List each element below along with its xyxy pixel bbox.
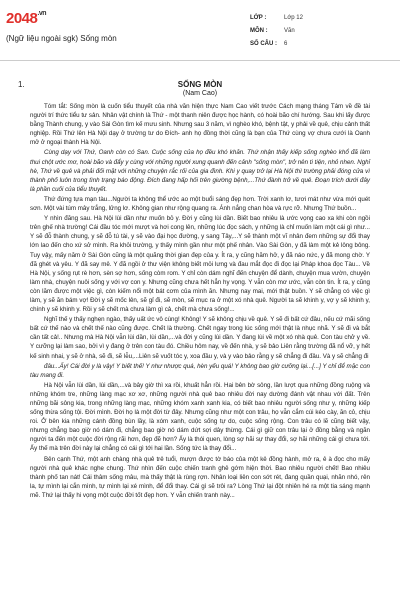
meta-key: MÔN : xyxy=(250,28,268,34)
meta-row-class xyxy=(250,12,303,25)
meta-info xyxy=(250,12,303,51)
meta-key: SỐ CÂU : xyxy=(250,41,277,47)
meta-key: LỚP : xyxy=(250,15,267,21)
passage-title: SỐNG MÒN xyxy=(177,80,223,89)
passage-paragraph: Thứ đứng tựa mạn tàu...Người ta không thể ước ao một buổi sáng đẹp hơn. Trời xanh lơ, tươi mát như vừa mới quét sơn. Một vài túm mây trắng, lửng lơ. Không gian như rộng quang ra. Ánh nắng chan hòa và rực rỡ. Nhưng Thứ buồn... xyxy=(30,195,370,213)
meta-row-subject xyxy=(250,25,303,38)
passage-paragraph: Cùng dạy với Thứ, Oanh còn có San. Cuộc sống của họ đều khó khăn. Thứ nhận thấy kiếp sống nghèo khổ đã làm thui chột ước mơ, hoài bão và đẩy y cùng với những người xung quanh đến cảnh "sống mòn", trở nên ti tiện, nhỏ nhen. Nghỉ hè, Thứ về quê và phải đối mặt với những chuyện rắc rối của gia đình. Khi y quay trở lại Hà Nội thì trường phải đóng cửa vì thành phố luôn trong tình trạng báo động. Đích đang hấp hối trên giường bệnh,...Thứ đành trở về quê. Đoạn trích dưới đây là phần cuối của tiểu thuyết. xyxy=(30,149,370,193)
meta-row-question-count xyxy=(250,38,303,51)
document-subtitle: (Ngữ liệu ngoài sgk) Sống mòn xyxy=(6,34,117,43)
passage-text xyxy=(30,102,370,501)
page-header xyxy=(0,0,400,61)
question-number: 1. xyxy=(18,80,25,89)
logo-suffix: .vn xyxy=(37,10,46,17)
site-logo[interactable] xyxy=(6,10,46,27)
passage-paragraph: Y nhìn đăng sau. Hà Nội lùi dần như muốn bỏ y. Đời y cũng lùi dần. Biết bao nhiêu là ước vọng cao xa khi còn ngồi trên ghế nhà trường! Cái đầu tóc mới mượt và hơi cong lên, những lúc đọc sách, y những là chỉ muốn làm một cái gì như... Y sẽ đỗ thành chung, y sẽ đỗ tú tài, y sẽ vào đại học đường, y sang Tây,...Y sẽ thành một vĩ nhân đem những sự đổi thay lớn lao đến cho xứ sở mình. Ra khỏi trường, y thấy mình gần như một phế nhân. Vào Sài Gòn, y đã làm một kẻ lông bông. Tuy vậy, mấy năm ở Sài Gòn cũng là một quãng thời gian đẹp của y. Ít ra, y cũng hăm hở, y đã náo nức, y đã mong chờ. Y đã ghét và yêu. Y đã say mê. Y đã ngồi ở thư viện không biết mỏi lưng và đau mắt đọc đi đọc lại Pháp khoa đọc Tàu... Về Hà Nội, y sống rụt rè hơn, sèn sợ hơn, sống còm rom. Y chỉ còn dám nghĩ đến chuyện để dành, chuyện mua vườn, chuyện làm nhà, chuyện nuôi sống y với vợ con y. Nhưng cũng chưa hết hẳn hy vọng. Y vẫn còn mơ ước, vẫn còn tin. Ít ra, y cũng còn lăm được một việc gì, còn kiếm nổi một bát cơm của mình ăn. Nhưng nay mai, mới thật buồn. Y sẽ chẳng có việc gì làm, y sẽ ăn bám vợ! Đời y sẽ mốc lên, sẽ gỉ đi, sẽ mòn, sẽ mục ra ở một xó nhà quê. Người ta sẽ khinh y, vợ y sẽ khinh y, chính y sẽ khinh y. Rồi y sẽ chết mà chưa làm gì cả, chết mà chưa sống!... xyxy=(30,215,370,314)
logo-main: 2048 xyxy=(6,10,38,27)
passage-paragraph: Hà Nội vẫn lùi dần, lùi dần,...và bây giờ thì xa rồi, khuất hẳn rồi. Hai bên bờ sông, lần lượt qua những đồng ruộng và những khóm tre, những làng mạc xơ xơ, những người nhà quê bao nhiêu đời nay dường đánh vật nhau với đất. Trên những bãi sông kia, trong những làng mạc, những khóm xanh xanh kia, có biết bao nhiêu người sống như y, những kiếp sống thừa sống tội. Đời mình. Đời họ là một đời từ đây. Nhưng cũng như một con trâu, họ vẫn cắm cúi kéo cày, ăn cỏ, chịu roi. Ở bên kia những cánh đồng bùn lầy, là xóm xanh, cuộc sống tự do, cuộc sống rộng. Con trâu có lẽ cũng biết vậy, nhưng chẳng bao giờ nó dám đi, chẳng bao giờ nó dám dứt sợi dây thừng. Cái gì giữ con trâu lại ở đồng bằng và ngăn người ta đến một cuộc đời rộng rãi hơn, đẹp đẽ hơn? Ấy là thói quen, lòng sợ hãi sự thay đổi, sợ hãi những cái gì chưa tới. Ấy thế mà trên đời này lại chẳng có cái gì tới hai lần. Sống tức là thay đổi... xyxy=(30,381,370,453)
passage-paragraph: Tóm tắt: Sống mòn là cuốn tiểu thuyết của nhà văn hiện thực Nam Cao viết trước Cách mạng tháng Tám về đề tài người trí thức tiểu tư sản. Nhân vật chính là Thứ - một thanh niên được học hành, có hoài bão chí hướng. Sau khi lấy được bằng Thành chung, y vào Sài Gòn tìm kế mưu sinh. Nhưng sau 3 năm, vì nghèo khó, bệnh tật, y phải về quê, chịu cảnh thất nghiệp. Rồi Thứ lên Hà Nội dạy ở trường tư do Đích- anh họ đồng thời cũng là bạn của Thứ cùng vợ chưa cưới là Oanh mở ở ngoại thành Hà Nội. xyxy=(30,103,370,147)
meta-value: Văn xyxy=(284,28,295,34)
passage-paragraph: Nghĩ thế y thấy nghẹn ngào, thấy uất ức vô cùng! Không! Y sẽ không chịu về quê. Y sẽ đi bất cứ đâu, nếu cứ mãi sống bất cứ thế nào và chết thế nào cũng được. Chết là thường. Chết ngay trong lúc sống mới thật là nhục nhã. Y sẽ đi và bắt cần tất cả!.. Nhưng mà Hà Nội vẫn lùi dần, lùi dần,...và đời y cũng lùi dần. Y đang lùi về một xó nhà quê. Con tàu chở y về. Y cưỡng lại làm sao, bởi vì y đang ở trên con tàu đó. Chiều hôm nay, về đến nhà, y sẽ bảo Liên rằng trường đã nổ vỡ, y hết kế sinh nhai, y sẽ ở nhà, sẽ đi, sẽ lễu,...Liên sẽ vuốt tóc y, xoa đầu y, và y vào bảo rằng y sẽ chẳng đi đâu. Và y sẽ chẳng đi xyxy=(30,316,370,360)
meta-value: Lớp 12 xyxy=(284,15,303,21)
passage-paragraph: đâu...Ấy! Cái đời y là vậy! Y biết thế! Y như nhược quá, hèn yếu quá! Y không bao giờ cưỡng lại...[...] Y chỉ để mặc con tàu mang đi. xyxy=(30,362,370,379)
passage-paragraph: Bên cạnh Thứ, một anh chàng nhà quê trẻ tuổi, mượn được tờ báo của một kẻ đồng hành, mở ra, ê à đọc cho mấy người nhà quê khác nghe chung. Thứ nhìn đến cuộc chiến tranh ghê gớm hiện thời. Bao nhiêu người chết! Bao nhiêu thành phố tan nát! Cái thâm sống mâu, mà thấy thật là rùng rợn. Nhân loại liên con sớt rét, đang quần quại, nhăn nhó, rên la, tự mình lại cắn mình, tự mình lại xé mình, để đổi thay. Cái gì sẽ trôi ra? Lòng Thứ lại đột nhiên hé ra một tia sáng mạnh mẽ. Thứ lại thấy hi vọng một cuộc đời tốt đẹp hơn. Y vẫn chiến tranh này... xyxy=(30,455,370,499)
meta-value: 6 xyxy=(284,41,288,47)
passage-author: (Nam Cao) xyxy=(182,90,218,97)
